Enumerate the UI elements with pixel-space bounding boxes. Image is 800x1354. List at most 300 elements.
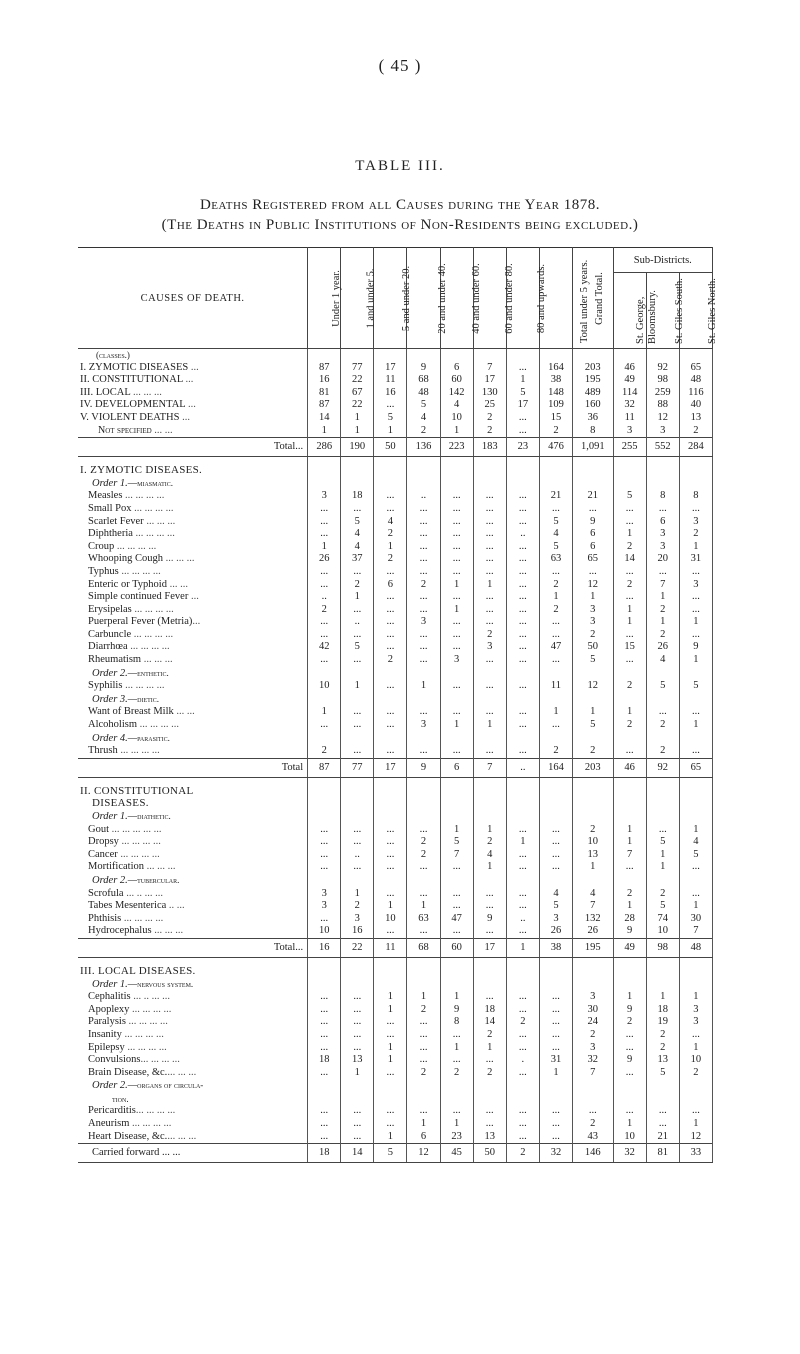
value-cell: .. xyxy=(308,591,341,604)
leader-dots: ... ... xyxy=(151,424,173,436)
value-cell: 10 xyxy=(613,1131,646,1144)
value-cell xyxy=(573,667,614,681)
value-cell xyxy=(374,965,407,978)
value-cell: ... xyxy=(374,888,407,901)
value-cell: 12 xyxy=(407,1144,440,1163)
value-cell: 68 xyxy=(407,374,440,387)
cause-name: Rheumatism xyxy=(88,654,142,666)
value-cell xyxy=(646,978,679,992)
value-cell xyxy=(374,667,407,681)
value-cell: 1 xyxy=(374,1042,407,1055)
value-cell: 48 xyxy=(679,938,712,957)
value-cell: 2 xyxy=(646,745,679,758)
value-cell: ... xyxy=(506,490,539,503)
value-cell: 3 xyxy=(679,516,712,529)
value-cell: 2 xyxy=(646,1042,679,1055)
value-cell: 16 xyxy=(308,938,341,957)
value-cell: ... xyxy=(407,824,440,837)
value-cell: ... xyxy=(341,706,374,719)
value-cell: 2 xyxy=(646,719,679,732)
value-cell: 4 xyxy=(407,412,440,425)
value-cell xyxy=(573,874,614,888)
value-cell xyxy=(646,797,679,810)
value-cell: 2 xyxy=(539,425,572,438)
value-cell: 5 xyxy=(573,654,614,667)
value-cell: 1 xyxy=(613,836,646,849)
cause-label xyxy=(78,719,308,732)
value-cell: ... xyxy=(374,566,407,579)
value-cell xyxy=(407,785,440,798)
value-cell: 1 xyxy=(506,374,539,387)
value-cell: ... xyxy=(341,629,374,642)
value-cell xyxy=(440,732,473,746)
deaths-table-container xyxy=(78,247,718,1163)
cause-name: Scrofula xyxy=(88,887,124,899)
value-cell: 8 xyxy=(573,425,614,438)
value-cell xyxy=(308,965,341,978)
value-cell xyxy=(646,349,679,362)
table-row xyxy=(78,1042,713,1055)
value-cell: ... xyxy=(539,1105,572,1118)
value-cell: ... xyxy=(407,629,440,642)
value-cell: 9 xyxy=(613,925,646,938)
value-cell: ... xyxy=(407,745,440,758)
order-heading-row xyxy=(78,810,713,824)
value-cell: 2 xyxy=(473,1029,506,1042)
order-heading-row xyxy=(78,667,713,681)
value-cell: ... xyxy=(473,616,506,629)
cause-label xyxy=(78,1054,308,1067)
value-cell xyxy=(473,732,506,746)
value-cell: ... xyxy=(679,503,712,516)
value-cell: 1 xyxy=(573,591,614,604)
value-cell: 114 xyxy=(613,387,646,400)
table-row xyxy=(78,888,713,901)
value-cell: 2 xyxy=(613,680,646,693)
value-cell: 5 xyxy=(341,516,374,529)
spacer-cell xyxy=(613,457,646,465)
value-cell: 4 xyxy=(679,836,712,849)
value-cell: 13 xyxy=(679,412,712,425)
value-cell: ... xyxy=(613,503,646,516)
cause-name: Croup xyxy=(88,540,115,552)
cause-name: Pericarditis xyxy=(88,1105,136,1117)
value-cell: 5 xyxy=(646,680,679,693)
spacer-cell xyxy=(679,957,712,965)
cause-name: Alcoholism xyxy=(88,719,137,731)
order-label: Order 1.— xyxy=(92,978,138,990)
value-cell: 1 xyxy=(473,719,506,732)
value-cell: ... xyxy=(407,888,440,901)
cause-name: III. LOCAL xyxy=(80,386,131,398)
spacer-cell xyxy=(573,957,614,965)
value-cell: 13 xyxy=(473,1131,506,1144)
value-cell: 2 xyxy=(473,629,506,642)
value-cell xyxy=(308,477,341,491)
leader-dots: ... ... ... ... xyxy=(131,603,174,615)
value-cell: 1 xyxy=(646,849,679,862)
leader-dots: ... xyxy=(188,591,199,603)
cause-label xyxy=(78,849,308,862)
table-row xyxy=(78,925,713,938)
value-cell: ... xyxy=(679,706,712,719)
value-cell: ... xyxy=(473,680,506,693)
value-cell: ... xyxy=(407,654,440,667)
value-cell: 6 xyxy=(573,528,614,541)
cause-name: IV. DEVELOPMENTAL xyxy=(80,399,186,411)
value-cell: 3 xyxy=(407,719,440,732)
value-cell xyxy=(539,965,572,978)
value-cell xyxy=(407,667,440,681)
order-heading xyxy=(78,810,308,824)
table-row xyxy=(78,706,713,719)
value-cell: ... xyxy=(506,566,539,579)
value-cell: ... xyxy=(374,1016,407,1029)
leader-dots: ... .. ... ... xyxy=(123,887,163,899)
value-cell: 1 xyxy=(341,412,374,425)
value-cell: ... xyxy=(539,566,572,579)
value-cell: ... xyxy=(539,1016,572,1029)
cause-label xyxy=(78,374,308,387)
value-cell: 5 xyxy=(539,516,572,529)
value-cell: 1 xyxy=(407,991,440,1004)
leader-dots: ... ... ... ... xyxy=(118,836,161,848)
leader-dots: ... ... ... ... xyxy=(129,1118,172,1130)
value-cell: ... xyxy=(341,1029,374,1042)
header-col-60-80: 60 and under 80. xyxy=(473,248,506,349)
value-cell: ... xyxy=(506,900,539,913)
spacer-cell xyxy=(308,957,341,965)
value-cell: 1 xyxy=(440,425,473,438)
value-cell: 1 xyxy=(679,719,712,732)
value-cell xyxy=(473,978,506,992)
value-cell xyxy=(539,477,572,491)
table-row xyxy=(78,399,713,412)
value-cell xyxy=(539,732,572,746)
spacer-cell xyxy=(506,457,539,465)
value-cell: 7 xyxy=(573,900,614,913)
leader-dots: ... ... ... ... xyxy=(125,1016,168,1028)
value-cell xyxy=(341,978,374,992)
value-cell xyxy=(440,693,473,707)
value-cell: ... xyxy=(506,654,539,667)
value-cell: 255 xyxy=(613,438,646,457)
value-cell: ... xyxy=(473,888,506,901)
value-cell: ... xyxy=(440,1105,473,1118)
value-cell: ... xyxy=(407,591,440,604)
table-row xyxy=(78,528,713,541)
value-cell: 5 xyxy=(374,412,407,425)
value-cell: ... xyxy=(539,991,572,1004)
cause-name: I. ZYMOTIC DISEASES xyxy=(80,361,189,373)
value-cell: 31 xyxy=(679,553,712,566)
leader-dots: ... ... ... ... xyxy=(131,628,174,640)
value-cell: 164 xyxy=(539,362,572,375)
value-cell: .. xyxy=(506,913,539,926)
value-cell: ... xyxy=(613,1042,646,1055)
table-subtitle: Deaths Registered from all Causes during the Year 1878. xyxy=(199,197,601,213)
value-cell: ... xyxy=(679,745,712,758)
value-cell: 2 xyxy=(473,425,506,438)
value-cell: 12 xyxy=(679,1131,712,1144)
table-row xyxy=(78,591,713,604)
value-cell: ... xyxy=(473,1054,506,1067)
cause-name: Insanity xyxy=(88,1028,122,1040)
value-cell: ... xyxy=(374,1029,407,1042)
value-cell: ... xyxy=(506,1118,539,1131)
value-cell xyxy=(539,667,572,681)
deaths-table xyxy=(78,247,718,1163)
value-cell: ... xyxy=(374,706,407,719)
value-cell: 11 xyxy=(539,680,572,693)
value-cell: 17 xyxy=(473,938,506,957)
cause-name: Simple continued Fever xyxy=(88,591,189,603)
value-cell: ... xyxy=(679,604,712,617)
value-cell: 5 xyxy=(440,836,473,849)
value-cell: ... xyxy=(440,1029,473,1042)
value-cell xyxy=(506,1079,539,1093)
value-cell: 17 xyxy=(506,399,539,412)
value-cell: ... xyxy=(308,913,341,926)
value-cell: 30 xyxy=(573,1004,614,1017)
value-cell: 10 xyxy=(679,1054,712,1067)
value-cell: 1 xyxy=(679,1042,712,1055)
leader-dots: ... ... ... ... xyxy=(129,1003,172,1015)
value-cell xyxy=(679,874,712,888)
value-cell: ... xyxy=(473,591,506,604)
value-cell: 16 xyxy=(308,374,341,387)
order-label: Order 2.— xyxy=(92,1080,138,1092)
value-cell: 49 xyxy=(613,938,646,957)
value-cell xyxy=(679,667,712,681)
value-cell: 49 xyxy=(613,374,646,387)
value-cell xyxy=(440,667,473,681)
value-cell: 1 xyxy=(613,706,646,719)
value-cell: ... xyxy=(613,516,646,529)
value-cell: 3 xyxy=(573,616,614,629)
value-cell: ... xyxy=(374,925,407,938)
value-cell: 5 xyxy=(646,836,679,849)
table-row xyxy=(78,1054,713,1067)
spacer-cell xyxy=(78,957,308,965)
value-cell xyxy=(440,464,473,477)
value-cell: ... xyxy=(539,1042,572,1055)
value-cell: ... xyxy=(473,604,506,617)
value-cell xyxy=(374,349,407,362)
value-cell: 9 xyxy=(407,362,440,375)
value-cell xyxy=(341,965,374,978)
value-cell xyxy=(646,874,679,888)
value-cell xyxy=(539,1093,572,1106)
spacer-row xyxy=(78,777,713,785)
cause-name: Syphilis xyxy=(88,680,123,692)
value-cell: ... xyxy=(679,629,712,642)
value-cell: . xyxy=(506,1054,539,1067)
value-cell xyxy=(679,965,712,978)
value-cell: 9 xyxy=(613,1054,646,1067)
value-cell xyxy=(341,1079,374,1093)
value-cell: 60 xyxy=(440,938,473,957)
total-label: Total... xyxy=(78,938,308,957)
table-row xyxy=(78,1118,713,1131)
value-cell xyxy=(613,978,646,992)
cause-name: Paralysis xyxy=(88,1016,126,1028)
value-cell: 1 xyxy=(613,824,646,837)
value-cell: 18 xyxy=(308,1054,341,1067)
value-cell: 63 xyxy=(539,553,572,566)
value-cell xyxy=(646,732,679,746)
value-cell: 1 xyxy=(407,1118,440,1131)
value-cell: 1 xyxy=(613,528,646,541)
value-cell xyxy=(613,965,646,978)
value-cell: ... xyxy=(679,1105,712,1118)
order-heading xyxy=(78,667,308,681)
leader-dots: ... xyxy=(182,374,194,386)
value-cell: ... xyxy=(440,680,473,693)
page-number: ( 45 ) xyxy=(378,56,422,75)
table-row xyxy=(78,836,713,849)
value-cell xyxy=(308,732,341,746)
value-cell: ... xyxy=(613,745,646,758)
value-cell: 2 xyxy=(374,553,407,566)
cause-label xyxy=(78,1105,308,1118)
value-cell: ... xyxy=(506,553,539,566)
value-cell: 10 xyxy=(308,925,341,938)
header-col-1-5: 1 and under 5. xyxy=(341,248,374,349)
order-heading-row xyxy=(78,477,713,491)
value-cell: 5 xyxy=(646,1067,679,1080)
value-cell: 48 xyxy=(679,374,712,387)
value-cell: ... xyxy=(506,925,539,938)
spacer-cell xyxy=(308,777,341,785)
value-cell: ... xyxy=(374,503,407,516)
value-cell: 9 xyxy=(407,758,440,777)
value-cell xyxy=(473,785,506,798)
value-cell: 77 xyxy=(341,362,374,375)
value-cell: ... xyxy=(506,719,539,732)
value-cell: 2 xyxy=(679,425,712,438)
value-cell: ... xyxy=(440,490,473,503)
table-row xyxy=(78,680,713,693)
value-cell: ... xyxy=(308,849,341,862)
value-cell: ... xyxy=(573,566,614,579)
value-cell xyxy=(407,874,440,888)
value-cell: ... xyxy=(407,541,440,554)
value-cell: ... xyxy=(473,516,506,529)
value-cell: 3 xyxy=(308,490,341,503)
value-cell: 2 xyxy=(440,1067,473,1080)
value-cell: 1 xyxy=(374,991,407,1004)
value-cell xyxy=(539,1079,572,1093)
table-row xyxy=(78,745,713,758)
cause-label xyxy=(78,654,308,667)
value-cell xyxy=(407,693,440,707)
value-cell: 2 xyxy=(679,1067,712,1080)
order-label: tion. xyxy=(112,1093,129,1104)
value-cell: 2 xyxy=(473,836,506,849)
table-row xyxy=(78,1016,713,1029)
value-cell: 3 xyxy=(407,616,440,629)
value-cell xyxy=(573,732,614,746)
leader-dots: ... ... xyxy=(166,578,188,590)
value-cell xyxy=(613,797,646,810)
cause-name: Apoplexy xyxy=(88,1003,130,1015)
value-cell: 13 xyxy=(341,1054,374,1067)
value-cell: 38 xyxy=(539,938,572,957)
value-cell: ... xyxy=(407,566,440,579)
value-cell: 1 xyxy=(374,1131,407,1144)
order-label: Order 2.— xyxy=(92,874,138,886)
value-cell: ... xyxy=(539,1131,572,1144)
value-cell: 3 xyxy=(308,900,341,913)
value-cell: 65 xyxy=(679,758,712,777)
cause-name: Typhus xyxy=(88,565,119,577)
value-cell: 6 xyxy=(440,758,473,777)
table-row xyxy=(78,849,713,862)
value-cell xyxy=(679,1093,712,1106)
value-cell xyxy=(539,874,572,888)
value-cell: 98 xyxy=(646,938,679,957)
value-cell: ... xyxy=(341,604,374,617)
value-cell: 1 xyxy=(308,425,341,438)
table-row xyxy=(78,629,713,642)
value-cell xyxy=(646,464,679,477)
value-cell xyxy=(473,810,506,824)
value-cell: ... xyxy=(341,719,374,732)
value-cell: 1 xyxy=(473,861,506,874)
value-cell: 33 xyxy=(679,1144,712,1163)
order-label: Order 1.— xyxy=(92,477,138,489)
value-cell: 1 xyxy=(407,680,440,693)
table-row xyxy=(78,900,713,913)
value-cell: 1 xyxy=(440,991,473,1004)
value-cell: ... xyxy=(407,528,440,541)
value-cell xyxy=(573,797,614,810)
cause-label xyxy=(78,516,308,529)
value-cell: ... xyxy=(613,861,646,874)
value-cell: 2 xyxy=(646,1029,679,1042)
value-cell: 11 xyxy=(613,412,646,425)
leader-dots: ... ... xyxy=(173,706,195,718)
value-cell: ... xyxy=(374,719,407,732)
value-cell: ... xyxy=(679,1029,712,1042)
value-cell: ... xyxy=(407,925,440,938)
value-cell xyxy=(407,978,440,992)
value-cell: .. xyxy=(341,616,374,629)
value-cell: 60 xyxy=(440,374,473,387)
value-cell: 10 xyxy=(440,412,473,425)
value-cell xyxy=(374,785,407,798)
value-cell: 7 xyxy=(646,579,679,592)
value-cell: 1 xyxy=(679,616,712,629)
value-cell xyxy=(473,797,506,810)
cause-label xyxy=(78,553,308,566)
value-cell: 3 xyxy=(679,1016,712,1029)
value-cell: ... xyxy=(646,566,679,579)
value-cell: ... xyxy=(308,616,341,629)
value-cell: ... xyxy=(539,616,572,629)
value-cell: ... xyxy=(407,604,440,617)
value-cell xyxy=(613,667,646,681)
value-cell xyxy=(506,732,539,746)
value-cell: 1 xyxy=(613,900,646,913)
value-cell: ... xyxy=(308,1105,341,1118)
value-cell: 7 xyxy=(473,362,506,375)
spacer-cell xyxy=(539,777,572,785)
value-cell: 36 xyxy=(573,412,614,425)
section-heading: DISEASES. xyxy=(78,797,308,810)
value-cell xyxy=(407,1093,440,1106)
